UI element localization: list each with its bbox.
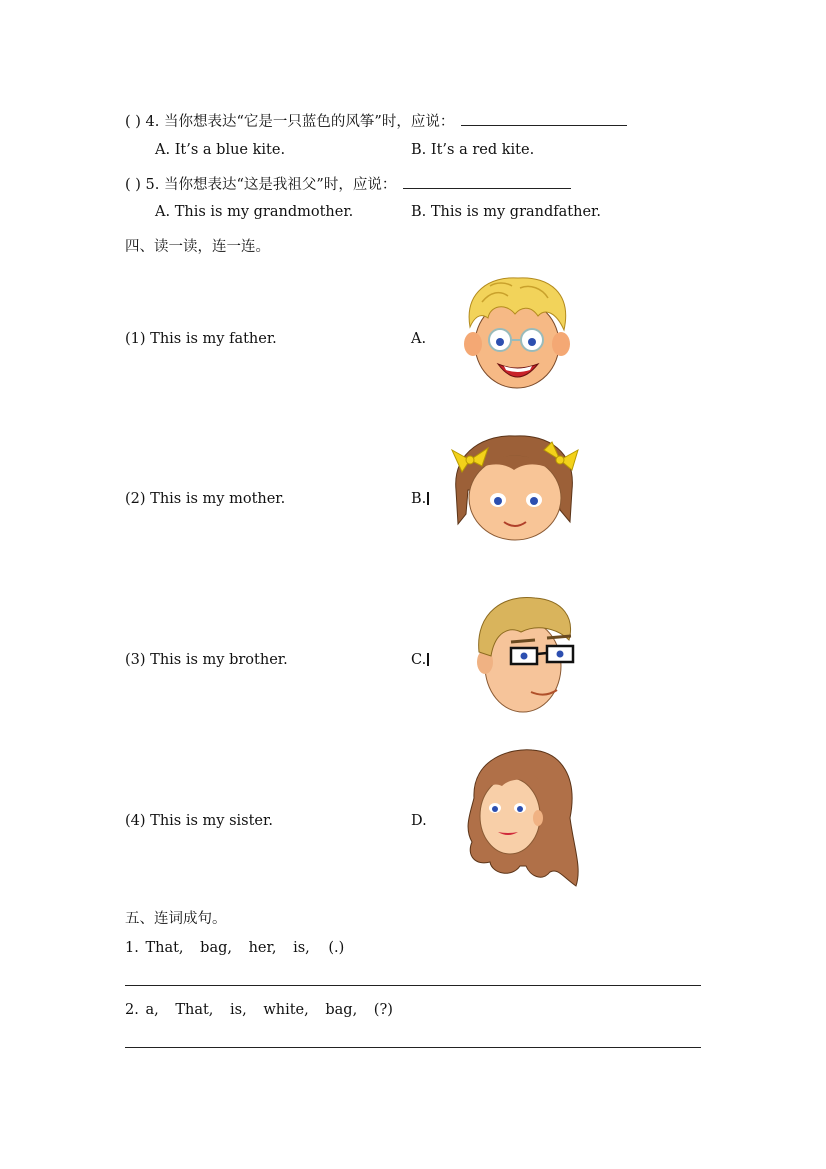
option-b: B. This is my grandfather. xyxy=(411,204,601,220)
match-letter-c: C. xyxy=(411,652,429,668)
word: is, xyxy=(293,940,310,956)
answer-blank[interactable] xyxy=(403,174,571,189)
girl-with-bows-picture xyxy=(448,430,583,545)
match-letter-a: A. xyxy=(411,331,427,347)
answer-paren: ( ) xyxy=(125,114,141,130)
option-a: A. This is my grandmother. xyxy=(155,204,354,220)
word: That, xyxy=(175,1002,214,1018)
word: bag, xyxy=(325,1002,358,1018)
answer-line-1[interactable] xyxy=(125,985,701,986)
match-sentence-2: (2) This is my mother. xyxy=(125,491,286,507)
answer-blank[interactable] xyxy=(461,111,627,126)
option-b: B. It’s a red kite. xyxy=(411,142,535,158)
option-a: A. It’s a blue kite. xyxy=(155,142,286,158)
match-letter-d: D. xyxy=(411,813,427,829)
question-4 xyxy=(125,110,627,131)
section-5-title: 五、连词成句。 xyxy=(125,911,227,927)
word: (.) xyxy=(328,940,345,956)
question-prompt: 5. 当你想表达“这是我祖父”时，应说： xyxy=(145,177,397,193)
match-sentence-4: (4) This is my sister. xyxy=(125,813,273,829)
answer-paren: ( ) xyxy=(125,177,141,193)
question-prompt: 4. 当你想表达“它是一只蓝色的风筝”时，应说： xyxy=(145,114,455,130)
word: her, xyxy=(248,940,277,956)
boy-with-glasses-picture xyxy=(460,272,575,392)
question-5 xyxy=(125,173,571,194)
match-sentence-1: (1) This is my father. xyxy=(125,331,277,347)
answer-line-2[interactable] xyxy=(125,1047,701,1048)
word: white, xyxy=(263,1002,309,1018)
item-number: 2. xyxy=(125,1002,139,1018)
match-letter-b: B. xyxy=(411,491,429,507)
word: bag, xyxy=(200,940,232,956)
section-4-title: 四、读一读，连一连。 xyxy=(125,239,270,255)
sentence-item-2 xyxy=(125,1002,393,1018)
woman-long-hair-picture xyxy=(462,748,582,888)
item-number: 1. xyxy=(125,940,139,956)
word: That, xyxy=(145,940,184,956)
word: is, xyxy=(230,1002,247,1018)
sentence-item-1 xyxy=(125,940,344,956)
word: a, xyxy=(145,1002,159,1018)
man-with-glasses-picture xyxy=(465,592,580,717)
match-sentence-3: (3) This is my brother. xyxy=(125,652,288,668)
word: (?) xyxy=(373,1002,393,1018)
